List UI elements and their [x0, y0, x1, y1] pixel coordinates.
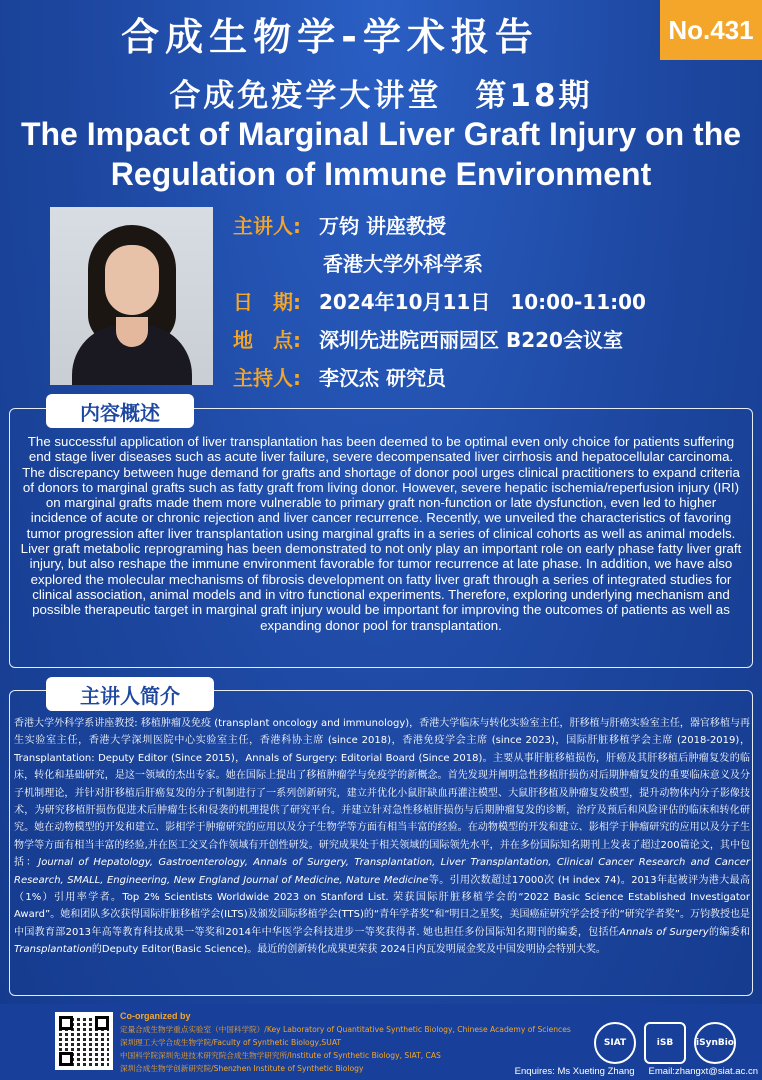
bio-part2: 等。引用次数超过17000次 (H index 74)。2013年起被评为港大最高（1%）引用率学者。Top 2% Scientists Worldwide 2023 on Stanford List. 荣获国际肝脏移植学会的“2022 Basic Science Established Investigator Award”。她和团队多次获得国际肝脏移植学会(ILTS)及颁发国际移植学会(TTS)的“青年学者奖”和“明日之星奖，美国癌症研究学会授予的“研究学者奖”。万钧教授也是中国教育部2013年高等教育科技成果一等奖和2014年中华医学会科技进步一等奖获得者. 她也担任多份国际知名期刊的编委，包括任 [14, 874, 750, 938]
abstract-text: The successful application of liver transplantation has been deemed to be optimal even only choice for patients suffering end stage liver diseases such as acute liver failure, severe decompensated liver cirrhosis and hepatocellular carcinoma. The discrepancy between huge demand for grafts and shortage of donor pool urges clinical practitioners to expand criteria of donors to marginal grafts such as fatty graft from living donor. However, severe hepatic ischemia/reperfusion injury (IRI) on marginal grafts made them more vulnerable to primary graft non-function or late dysfunction, even led to higher incidence of acute or chronic rejection and liver cancer recurrence. Recently, we unveiled the characteristics of favoring tumor progression after liver transplantation using marginal grafts in a series of clinical cohorts as well as animal models. Liver graft metabolic reprograming has been demonstrated to not only play an important role on early phase fatty liver graft injury, but also reshape the immune environment favorable for tumor recurrence at late phase. In addition, we have also explored the molecular mechanisms of fibrosis development on fatty liver graft through a series of integrated studies for clinical association, animal models and in vitro functional experiments. Therefore, exploring underlying mechanism and possible therapeutic target in marginal graft injury would be important for improving the outcomes of patients as well as expanding donor pool for transplantation. [20, 434, 742, 633]
speaker-row [233, 205, 743, 243]
bio-part1: 香港大学外科学系讲座教授: 移植肿瘤及免疫 (transplant oncology and immunology)，香港大学临床与转化实验室主任，肝移植与肝癌实验室主任，器官移植与再生实验室主任，香港大学深圳医院中心实验室主任，香港科协主席 (since 2018)，香港免疫学会主席 (since 2023)，国际肝脏移植学会主席 (2018-2019)，Transplantation: Deputy Editor (Since 2015)，Annals of Surgery: Editorial Board (Since 2018)。主要从事肝脏移植损伤，肝癌及其肝移植后肿瘤复发的临床，转化和基础研究，是这一领域的杰出专家。她在国际上提出了移植肿瘤学与免疫学的新概念。首先发现并阐明急性移植肝损伤对后期肿瘤复发的重要临床意义及分子机制理论，并针对肝移植后肝癌复发的分子机制进行了一系列创新研究，建立并优化小鼠肝缺血再灌注模型、大鼠肝移植及肿瘤复发模型，提升动物体内分子影像技术，为研究移植肝损伤促进术后肿瘤生长和侵袭的机理提供了研究平台。并建立针对急性移植肝损伤与后期肿瘤复发的诊断，治疗及预后和风险评估的临床和转化研究。她在动物模型的开发和建立、影相学于肿瘤研究的应用以及分子生物学等方面有相当丰富的经验。在动物模型的开发和建立、影相学于肿瘤研究的应用以及分子生物学等方面有相当丰富的经验,并在医工交叉合作领域有开创性研发。研究成果处于相关领域的国际领先水平，并在多份国际知名期刊上发表了超过200篇论文，其中包括： [14, 718, 750, 869]
enquiry-contact: Enquires: Ms Xueting Zhang [514, 1066, 635, 1077]
coorg-heading: Co-organized by [120, 1011, 191, 1021]
enquiry-email[interactable]: Email:zhangxt@siat.ac.cn [648, 1066, 758, 1077]
date-row [233, 281, 743, 319]
venue-label: 地 点: [233, 327, 301, 352]
speaker-photo [50, 207, 213, 385]
coorg-item: 定量合成生物学重点实验室（中国科学院）/Key Laboratory of Quantitative Synthetic Biology, Chinese Academy of Sciences [120, 1025, 571, 1034]
siat-logo: SIAT [594, 1022, 636, 1064]
qr-code[interactable] [55, 1012, 113, 1070]
speaker-name: 万钧 讲座教授 [319, 213, 446, 238]
speaker-affiliation-row [233, 243, 743, 281]
host-row [233, 357, 743, 395]
isb-logo: iSB [644, 1022, 686, 1064]
bio-journal2: Annals of Surgery [619, 926, 709, 938]
coorg-item: 中国科学院深圳先进技术研究院合成生物学研究所/Institute of Synthetic Biology, SIAT, CAS [120, 1051, 441, 1060]
coorg-item: 深圳合成生物学创新研究院/Shenzhen Institute of Synthetic Biology [120, 1064, 364, 1073]
logo-group [594, 1022, 736, 1064]
isynbio-logo: iSynBio [694, 1022, 736, 1064]
host-value: 李汉杰 研究员 [319, 365, 446, 390]
issue-badge: No.431 [660, 0, 762, 60]
speaker-label: 主讲人: [233, 213, 301, 238]
bio-tab: 主讲人简介 [46, 677, 214, 711]
bio-journal3: Transplantation [14, 944, 92, 956]
enquiry-line [478, 1066, 758, 1077]
bio-journals1: Journal of Hepatology, Gastroenterology, Annals of Surgery, Transplantation, Liver Transplantation, Clinical Cancer Research and Cancer Research, SMALL, Engineering, New England Journal of Medicine, Nature Medicine [14, 857, 751, 886]
bio-part3: 的编委和 [708, 926, 750, 938]
date-value: 2024年10月11日 10:00-11:00 [319, 289, 646, 314]
bio-text [14, 715, 750, 959]
coorg-item: 深圳理工大学合成生物学院/Faculty of Synthetic Biology,SUAT [120, 1038, 342, 1047]
venue-row [233, 319, 743, 357]
talk-title: The Impact of Marginal Liver Graft Injury on the Regulation of Immune Environment [20, 116, 742, 192]
host-label: 主持人: [233, 365, 301, 390]
bio-part4: 的Deputy Editor(Basic Science)。最近的创新转化成果更荣获 2024日内瓦发明展金奖及中国发明协会特别大奖。 [91, 944, 606, 956]
date-label: 日 期: [233, 289, 301, 314]
talk-info [233, 205, 743, 395]
speaker-affiliation: 香港大学外科学系 [323, 251, 483, 276]
series-title: 合成免疫学大讲堂 第18期 [169, 78, 593, 114]
main-title: 合成生物学-学术报告 [121, 14, 539, 59]
venue-value: 深圳先进院西丽园区 B220会议室 [319, 327, 623, 352]
abstract-tab: 内容概述 [46, 394, 194, 428]
